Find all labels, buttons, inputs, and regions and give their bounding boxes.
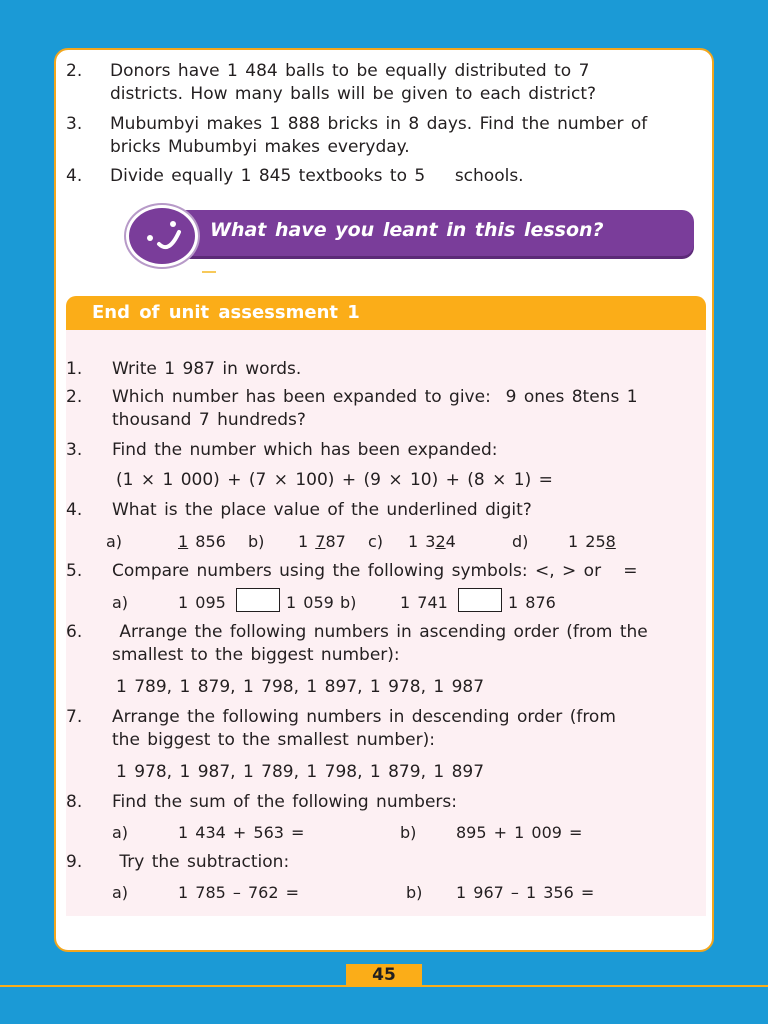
question-text: Divide equally 1 845 textbooks to 5 schools. [110, 166, 524, 186]
option-d-value: 1 258 [568, 532, 616, 551]
question-number: 2. [66, 61, 83, 81]
question-text: Write 1 987 in words. [112, 359, 302, 379]
book-page [54, 48, 714, 952]
option-b-value: 1 787 [298, 532, 346, 551]
assessment-title: End of unit assessment 1 [92, 302, 360, 323]
option-label: b) [340, 593, 357, 612]
question-number: 4. [66, 500, 83, 520]
compare-answer-box[interactable] [236, 588, 280, 612]
option-label: a) [112, 823, 129, 842]
sum-expression-a: 1 434 + 563 = [178, 823, 305, 842]
expression: (1 × 1 000) + (7 × 100) + (9 × 10) + (8 × 1) = [116, 470, 553, 490]
compare-left-value: 1 741 [400, 593, 448, 612]
banner-title: What have you leant in this lesson? [210, 219, 604, 241]
number-list: 1 789, 1 879, 1 798, 1 897, 1 978, 1 987 [116, 677, 485, 697]
question-text: Find the sum of the following numbers: [112, 792, 457, 812]
question-number: 3. [66, 440, 83, 460]
question-text: Mubumbyi makes 1 888 bricks in 8 days. Find the number of [110, 114, 648, 134]
question-text: Donors have 1 484 balls to be equally distributed to 7 [110, 61, 590, 81]
question-number: 9. [66, 852, 83, 872]
compare-right-value: 1 876 [508, 593, 556, 612]
question-number: 4. [66, 166, 83, 186]
question-number: 1. [66, 359, 83, 379]
sum-expression-b: 895 + 1 009 = [456, 823, 583, 842]
subtraction-expression-a: 1 785 – 762 = [178, 883, 300, 902]
compare-right-value: 1 059 [286, 593, 334, 612]
option-label: b) [400, 823, 417, 842]
banner-decoration [202, 271, 216, 273]
option-label: a) [106, 532, 123, 551]
question-text: districts. How many balls will be given to each district? [110, 84, 597, 104]
question-text: Arrange the following numbers in ascending order (from the [112, 622, 648, 642]
assessment-header [66, 296, 706, 330]
number-list: 1 978, 1 987, 1 789, 1 798, 1 879, 1 897 [116, 762, 485, 782]
question-number: 3. [66, 114, 83, 134]
question-text: Find the number which has been expanded: [112, 440, 498, 460]
option-label: a) [112, 593, 129, 612]
question-number: 6. [66, 622, 83, 642]
question-text: smallest to the biggest number): [112, 645, 400, 665]
compare-answer-box[interactable] [458, 588, 502, 612]
compare-left-value: 1 095 [178, 593, 226, 612]
question-text: the biggest to the smallest number): [112, 730, 435, 750]
question-text: bricks Mubumbyi makes everyday. [110, 137, 410, 157]
option-a-value: 1 856 [178, 532, 226, 551]
option-label: b) [406, 883, 423, 902]
option-c-value: 1 324 [408, 532, 456, 551]
question-text: Arrange the following numbers in descending order (from [112, 707, 616, 727]
question-text: thousand 7 hundreds? [112, 410, 306, 430]
option-label: a) [112, 883, 129, 902]
lesson-reflection-banner [126, 205, 694, 263]
question-number: 7. [66, 707, 83, 727]
option-label: c) [368, 532, 384, 551]
question-text: Try the subtraction: [112, 852, 290, 872]
question-text: Which number has been expanded to give: 9 ones 8tens 1 [112, 387, 638, 407]
option-label: d) [512, 532, 529, 551]
question-number: 2. [66, 387, 83, 407]
question-text: What is the place value of the underlined digit? [112, 500, 532, 520]
question-number: 5. [66, 561, 83, 581]
question-text: Compare numbers using the following symbols: <, > or = [112, 561, 638, 581]
option-label: b) [248, 532, 265, 551]
question-number: 8. [66, 792, 83, 812]
page-number: 45 [346, 964, 422, 986]
subtraction-expression-b: 1 967 – 1 356 = [456, 883, 595, 902]
smiley-icon [126, 205, 198, 267]
